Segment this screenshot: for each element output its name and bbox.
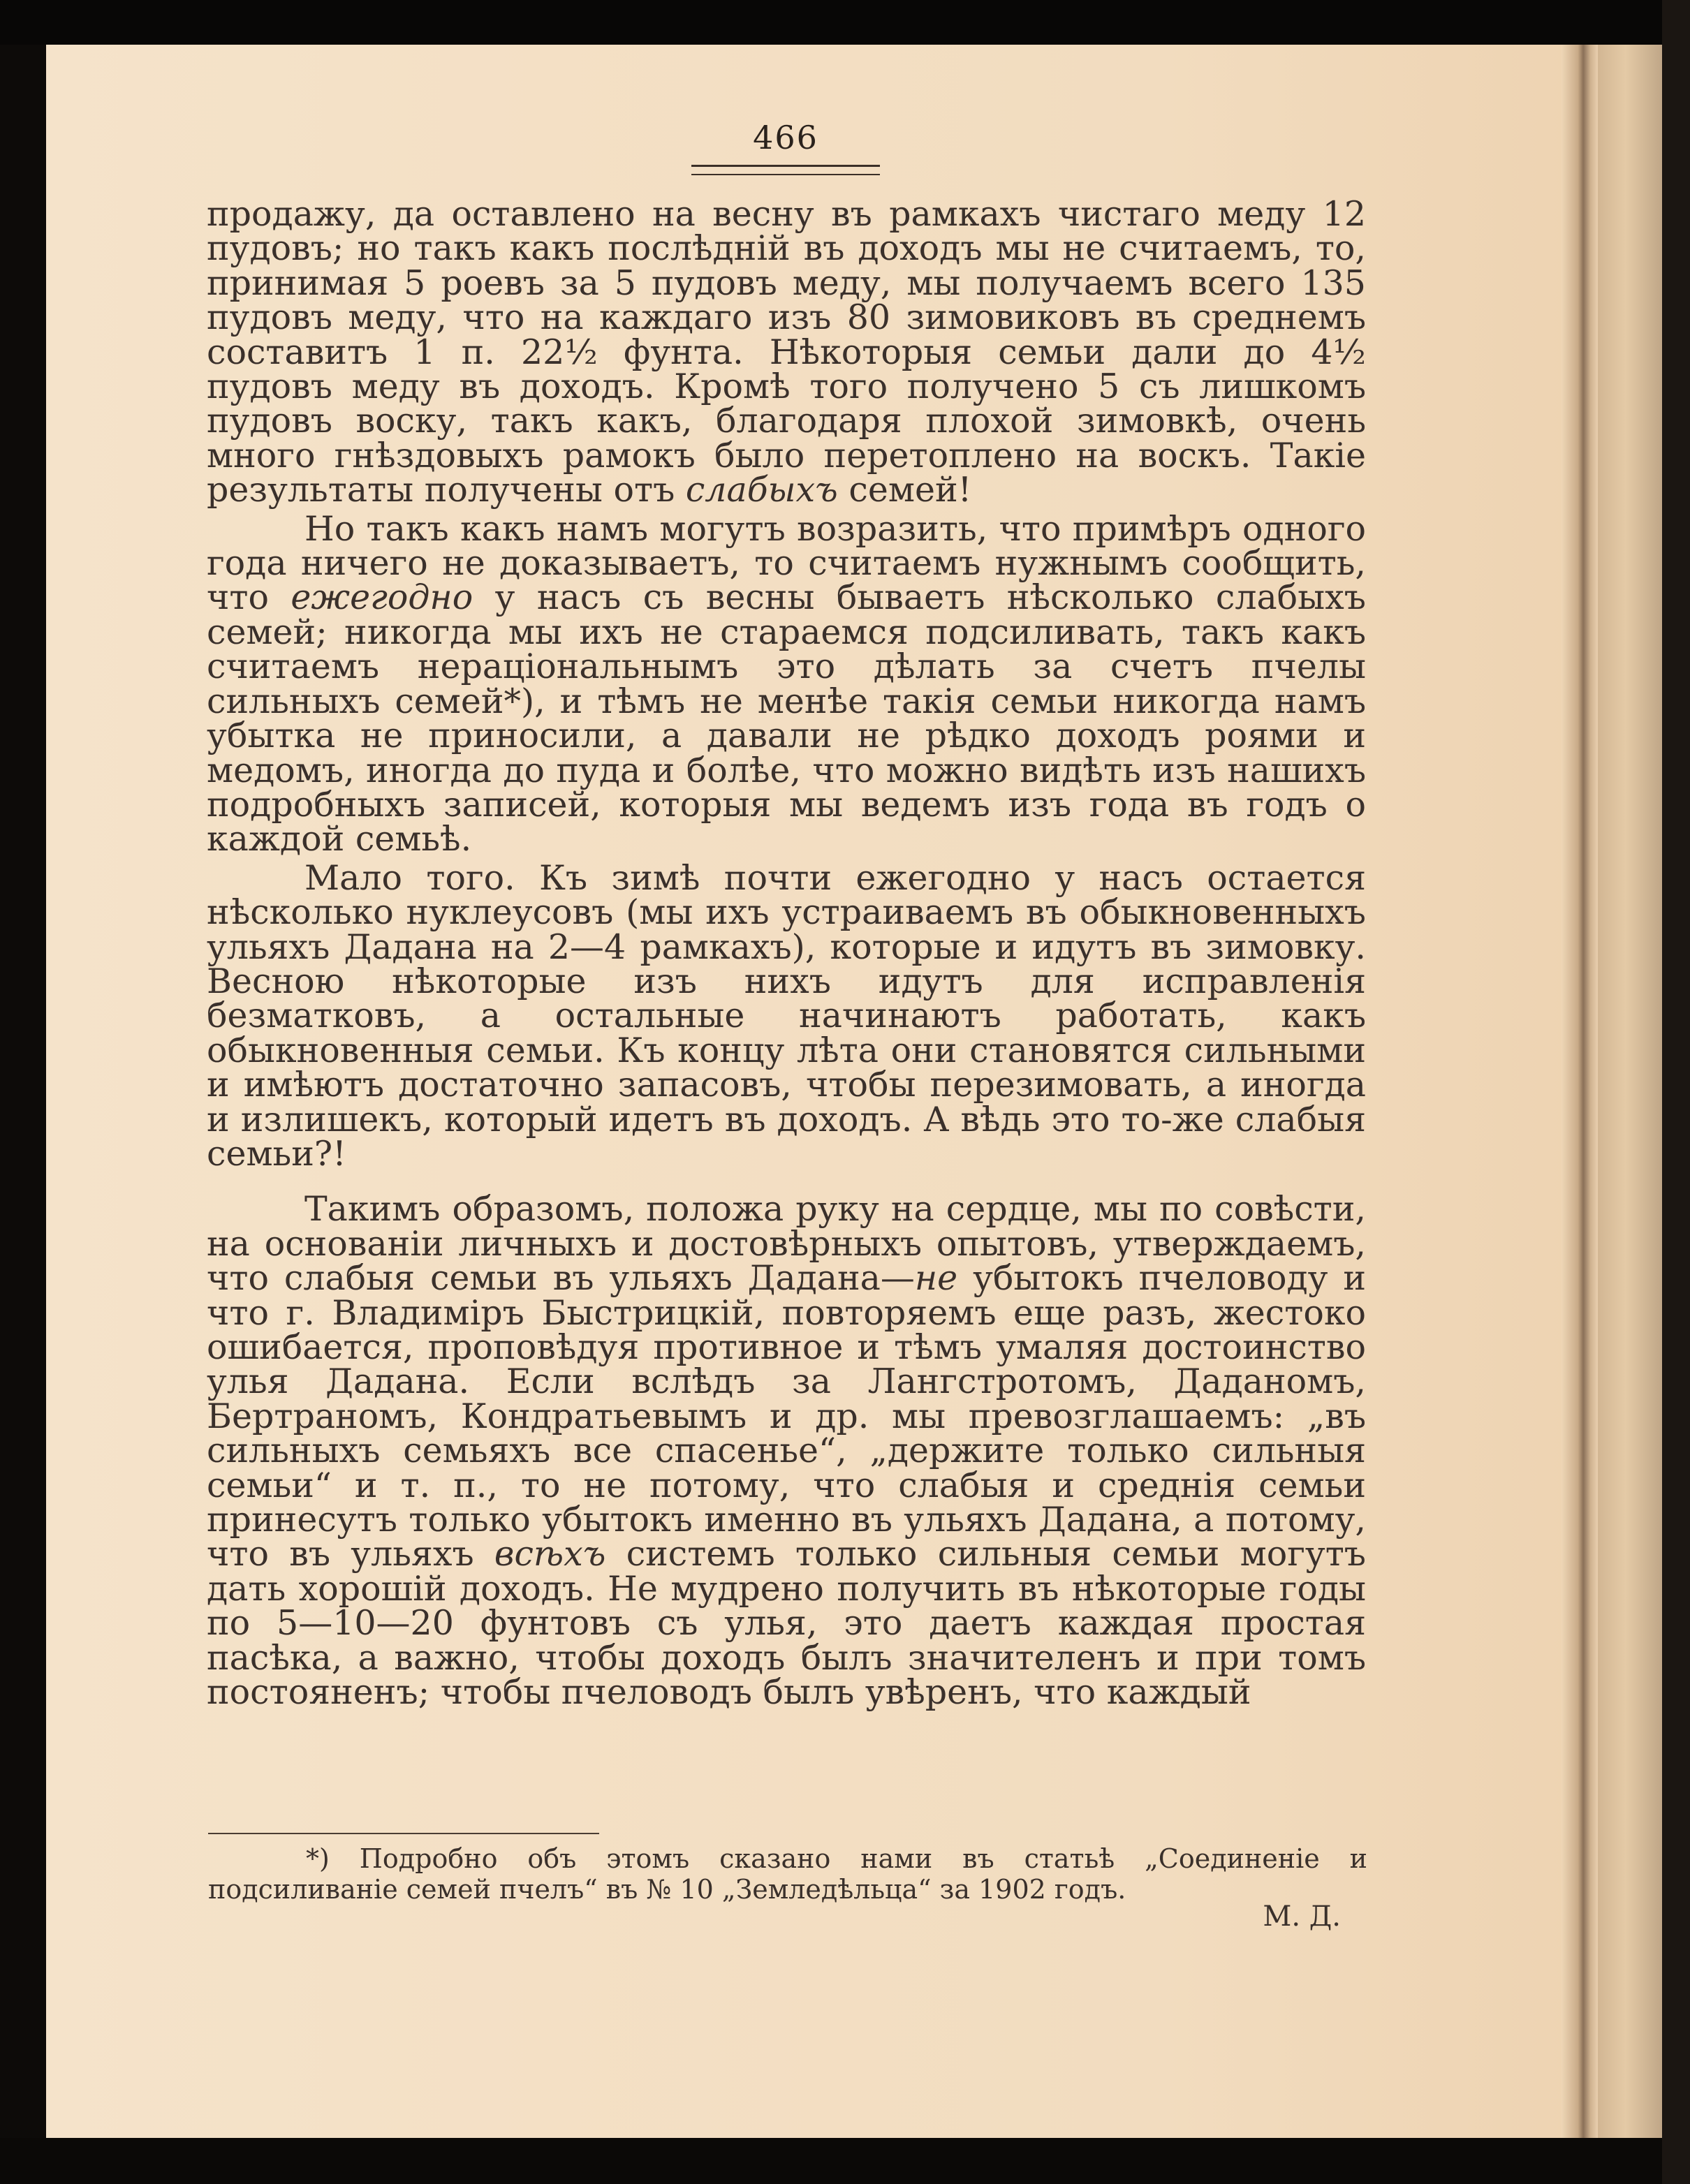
footnote xyxy=(208,1843,1367,1905)
italic-emphasis: всѣхъ xyxy=(494,1534,606,1574)
paragraph-4: Такимъ образомъ, положа руку на сердце, мы по совѣсти, на основанiи личныхъ и достовѣрныхъ опытовъ, утверждаемъ, что слабыя семьи въ ульяхъ Дадана—не убытокъ пчеловоду и что г. Владимiръ Быстрицкiй, повторяемъ еще разъ, жестоко ошибается, проповѣдуя противное и тѣмъ умаляя достоинство улья Дадана. Если вслѣдъ за Лангстротомъ, Даданомъ, Бертраномъ, Кондратьевымъ и др. мы превозглашаемъ: „въ сильныхъ семьяхъ все спасенье“, „держите только сильныя семьи“ и т. п., то не потому, что слабыя и среднiя семьи принесутъ только убытокъ именно въ ульяхъ Дадана, а потому, что въ ульяхъ всѣхъ системъ только сильныя семьи могутъ дать хорошiй доходъ. Не мудрено получить въ нѣкоторые годы по 5—10—20 фунтовъ съ улья, это даетъ каждая простая пасѣка, а важно, чтобы доходъ былъ значителенъ и при томъ постояненъ; чтобы пчеловодъ былъ увѣренъ, что каждый xyxy=(207,1189,1366,1713)
paragraph-2: Но такъ какъ намъ могутъ возразить, что примѣръ одного года ничего не доказываетъ, то считаемъ нужнымъ сообщить, что ежегодно у насъ съ весны бываетъ нѣсколько слабыхъ семей; никогда мы ихъ не стараемся подсиливать, такъ какъ считаемъ нерацiональнымъ это дѣлать за счетъ пчелы сильныхъ семей*), и тѣмъ не менѣе такiя семьи никогда намъ убытка не приносили, а давали не рѣдко доходъ роями и медомъ, иногда до пуда и болѣе, что можно видѣть изъ нашихъ подробныхъ записей, которыя мы ведемъ изъ года въ годъ о каждой семьѣ. xyxy=(207,508,1366,859)
page-number: 466 xyxy=(753,119,818,156)
paragraph-3: Мало того. Къ зимѣ почти ежегодно у насъ остается нѣсколько нуклеусовъ (мы ихъ устраиваемъ въ обыкновенныхъ ульяхъ Дадана на 2—4 рамкахъ), которые и идутъ въ зимовку. Весною нѣкоторые изъ нихъ идутъ для исправленiя безматковъ, а остальные начинаютъ работать, какъ обыкновенныя семьи. Къ концу лѣта они становятся сильными и имѣютъ достаточно запасовъ, чтобы перезимовать, а иногда и излишекъ, который идетъ въ доходъ. А вѣдь это то-же слабыя семьи?! xyxy=(207,857,1366,1174)
book-gutter xyxy=(1562,45,1598,2138)
italic-emphasis: не xyxy=(914,1258,958,1299)
italic-emphasis: слабыхъ xyxy=(685,470,838,510)
scan-border-top xyxy=(0,0,1690,45)
scan-border-bottom xyxy=(0,2138,1690,2184)
paragraph-1: продажу, да оставлено на весну въ рамкахъ чистаго меду 12 пудовъ; но такъ какъ послѣднiй въ доходъ мы не считаемъ, то, принимая 5 роевъ за 5 пудовъ меду, мы получаемъ всего 135 пудовъ меду, что на каждаго изъ 80 зимовиковъ въ среднемъ составитъ 1 п. 22½ фунта. Нѣкоторыя семьи дали до 4½ пудовъ меду въ доходъ. Кромѣ того получено 5 съ лишкомъ пудовъ воску, такъ какъ, благодаря плохой зимовкѣ, очень много гнѣздовыхъ рамокъ было перетоплено на воскъ. Такiе результаты получены отъ слабыхъ семей! xyxy=(207,194,1366,510)
footnote-divider xyxy=(208,1833,599,1834)
header-double-rule xyxy=(691,165,880,175)
footnote-signature: М. Д. xyxy=(1263,1901,1341,1933)
italic-emphasis: ежегодно xyxy=(291,577,473,618)
scan-border-right xyxy=(1662,0,1690,2184)
footnote-text: *) Подробно объ этомъ сказано нами въ статьѣ „Соединенiе и подсиливанiе семей пчелъ“ въ № 10 „Земледѣльца“ за 1902 годъ. xyxy=(208,1843,1367,1905)
body-text xyxy=(207,194,1366,1713)
